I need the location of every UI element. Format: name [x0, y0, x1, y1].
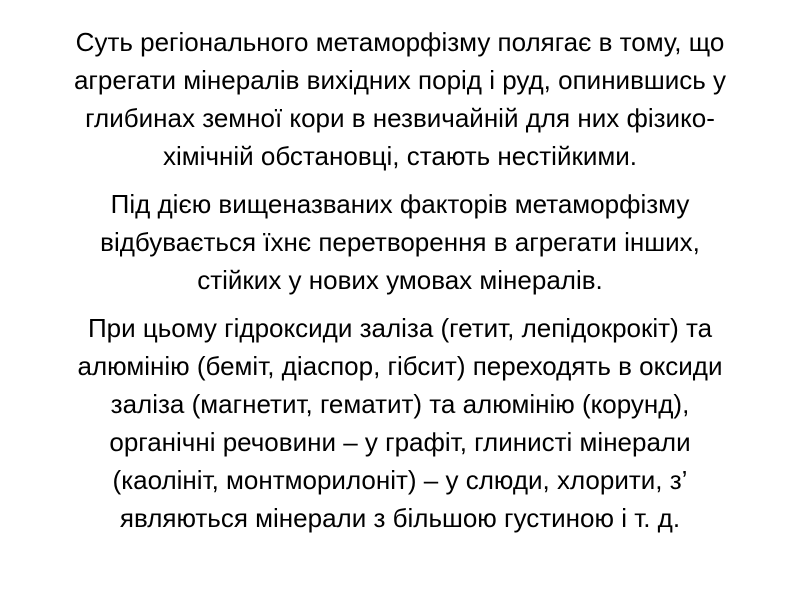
- text-line: При цьому гідроксиди заліза (гетит, лепідокрокіт) та: [87, 313, 713, 343]
- text-line: (каолініт, монтморилоніт) – у слюди, хлорити, з’: [112, 465, 688, 495]
- paragraph-metamorphism-factors: [0, 185, 800, 299]
- paragraph-regional-metamorphism-essence: [0, 23, 800, 175]
- text-line: органічні речовини – у графіт, глинисті мінерали: [109, 427, 691, 457]
- text-line: заліза (магнетит, гематит) та алюмінію (корунд),: [110, 389, 690, 419]
- paragraph-mineral-transformations: [0, 309, 800, 537]
- slide-text-block: [0, 23, 800, 537]
- text-line: відбувається їхнє перетворення в агрегати інших,: [100, 227, 700, 257]
- text-line: хімічній обстановці, стають нестійкими.: [163, 141, 637, 171]
- text-line: Суть регіонального метаморфізму полягає в тому, що: [75, 27, 725, 57]
- text-line: Під дією вищеназваних факторів метаморфізму: [110, 189, 690, 219]
- text-line: алюмінію (беміт, діаспор, гібсит) переходять в оксиди: [77, 351, 723, 381]
- text-line: стійких у нових умовах мінералів.: [197, 265, 603, 295]
- text-line: являються мінерали з більшою густиною і т. д.: [119, 503, 681, 533]
- text-line: агрегати мінералів вихідних порід і руд, опинившись у: [73, 65, 727, 95]
- text-line: глибинах земної кори в незвичайній для них фізико-: [85, 103, 715, 133]
